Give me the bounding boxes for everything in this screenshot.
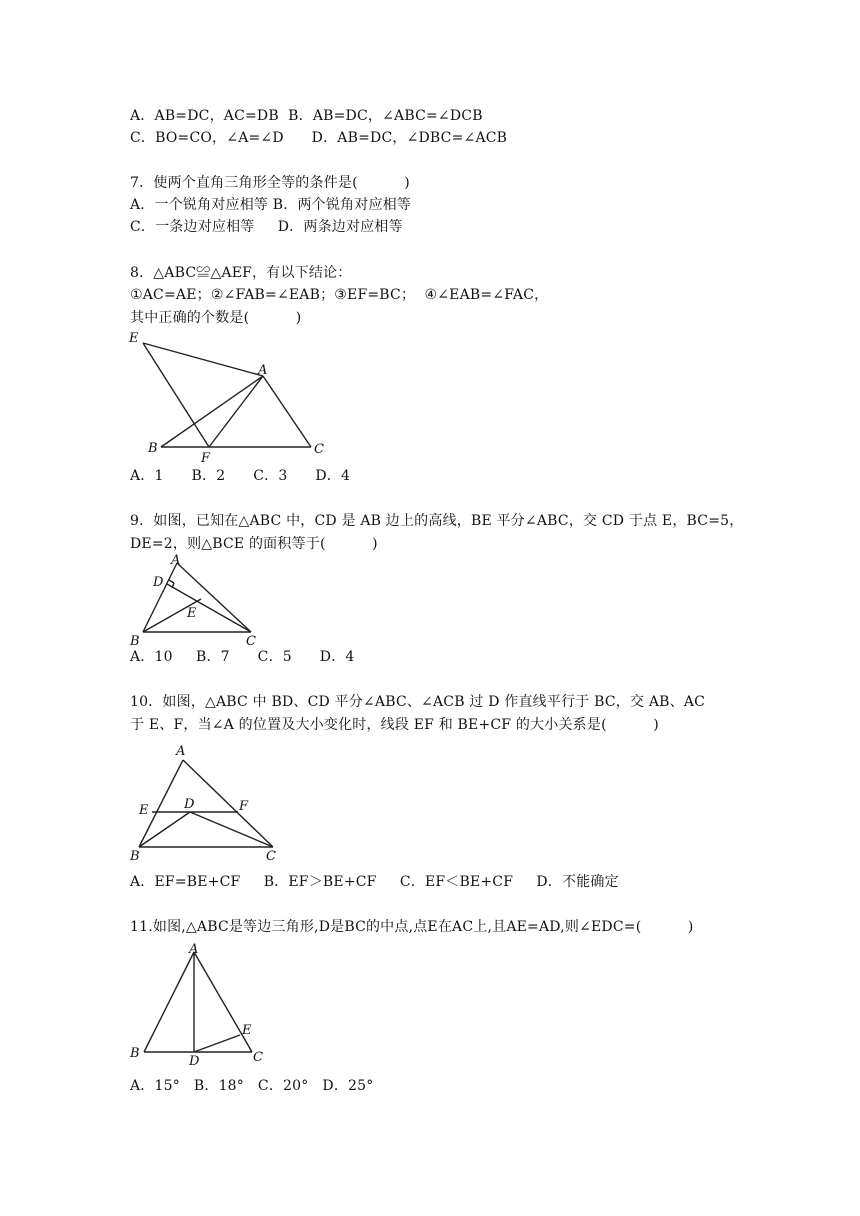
label-E: E [187,606,197,621]
label-D: D [189,1054,200,1069]
segment-AC [263,376,311,447]
q7-stem: 7．使两个直角三角形全等的条件是( ) [130,175,410,191]
label-A: A [171,553,181,568]
q8-stem-line3: 其中正确的个数是( ) [130,310,302,326]
q10-options: A．EF=BE+CF B．EF＞BE+CF C．EF＜BE+CF D．不能确定 [130,874,619,890]
q11-options: A．15° B．18° C．20° D．25° [130,1078,374,1094]
segment-DE [194,1035,240,1052]
label-D: D [153,575,164,590]
label-F: F [239,799,249,814]
q10-stem-line2: 于 E、F，当∠A 的位置及大小变化时，线段 EF 和 BE+CF 的大小关系是( ) [130,717,659,733]
label-C: C [266,849,276,864]
label-C: C [314,442,324,457]
label-E: E [139,803,149,818]
q10-figure [125,740,290,865]
q9-stem-line1: 9．如图，已知在△ABC 中，CD 是 AB 边上的高线，BE 平分∠ABC，交 CD 于点 E，BC=5， [130,513,744,529]
segment-AF [209,376,263,447]
q11-stem: 11.如图,△ABC是等边三角形,D是BC的中点,点E在AC上,且AE=AD,则∠EDC=( ) [130,919,694,935]
q10-stem-line1: 10．如图，△ABC 中 BD、CD 平分∠ABC、∠ACB 过 D 作直线平行于 BC，交 AB、AC [130,694,706,710]
label-A: A [258,363,268,378]
segment-CD [167,584,251,632]
label-E: E [242,1023,252,1038]
segment-AB [144,952,194,1052]
q9-options: A．10 B．7 C．5 D．4 [130,649,355,665]
q11-figure [125,940,270,1070]
segment-AC [183,760,273,847]
label-A: A [176,744,186,759]
label-D: D [184,797,195,812]
right-angle-mark-1 [169,580,174,583]
q7-options-line1: A．一个锐角对应相等 B．两个锐角对应相等 [130,197,412,213]
label-C: C [246,634,256,649]
label-E: E [129,331,139,346]
label-F: F [201,451,211,466]
q9-stem-line2: DE=2，则△BCE 的面积等于( ) [130,536,378,552]
q6-options-line2: C．BO=CO，∠A=∠D D．AB=DC，∠DBC=∠ACB [130,130,508,146]
q7-options-line2: C．一条边对应相等 D．两条边对应相等 [130,219,403,235]
q8-stem-line2: ①AC=AE；②∠FAB=∠EAB；③EF=BC； ④∠EAB=∠FAC， [130,287,549,303]
label-B: B [148,441,158,456]
q6-options-line1: A．AB=DC，AC=DB B．AB=DC，∠ABC=∠DCB [130,108,483,124]
segment-AC [177,563,251,632]
q8-figure [125,328,340,468]
label-C: C [253,1050,263,1065]
segment-AB [161,376,263,447]
segment-CD [190,812,273,847]
q8-options: A．1 B．2 C．3 D．4 [130,468,351,484]
label-B: B [130,634,140,649]
q8-stem-line1: 8．△ABC≌△AEF，有以下结论： [130,265,352,281]
q9-figure [125,550,270,650]
label-A: A [189,942,199,957]
label-B: B [130,1046,140,1061]
label-B: B [130,849,140,864]
